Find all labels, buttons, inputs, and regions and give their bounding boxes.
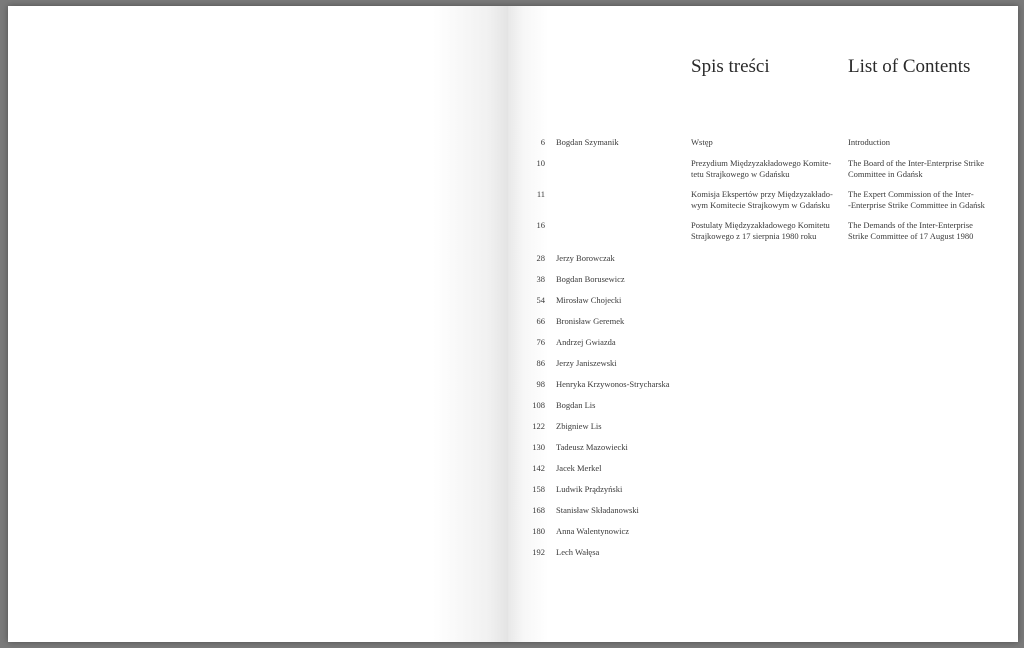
toc-entry: [508, 421, 1018, 442]
toc-page-number: 130: [532, 442, 545, 452]
toc-page-number: 192: [532, 547, 545, 557]
toc-author: Andrzej Gwiazda: [556, 337, 616, 347]
toc-entry: [508, 442, 1018, 463]
toc-page-number: 180: [532, 526, 545, 536]
toc-page-number: 86: [536, 358, 545, 368]
toc-entry: [508, 358, 1018, 379]
toc-title-english: [848, 158, 1008, 179]
toc-entry: [508, 379, 1018, 400]
toc-title-polish-line: Wstęp: [691, 137, 713, 147]
toc-author: Zbigniew Lis: [556, 421, 602, 431]
contents-heading-english: List of Contents: [848, 56, 971, 77]
toc-title-polish-line: Prezydium Międzyzakładowego Komite-: [691, 158, 832, 168]
toc-author: Bogdan Lis: [556, 400, 596, 410]
toc-page-number: 10: [536, 158, 545, 168]
toc-author: Anna Walentynowicz: [556, 526, 630, 536]
toc-title-english-line: The Expert Commission of the Inter-: [848, 189, 974, 199]
book-spread: [8, 6, 1018, 642]
toc-entry: [508, 189, 1018, 220]
toc-page-number: 158: [532, 484, 545, 494]
toc-author: Jacek Merkel: [556, 463, 602, 473]
toc-entry: [508, 253, 1018, 274]
toc-title-english-line: The Board of the Inter-Enterprise Strike: [848, 158, 985, 168]
toc-title-polish-line: Komisja Ekspertów przy Międzyzakłado-: [691, 189, 833, 199]
contents-heading-polish: Spis treści: [691, 56, 770, 77]
toc-entry: [508, 137, 1018, 158]
toc-author: Lech Wałęsa: [556, 547, 600, 557]
toc-page-number: 76: [536, 337, 545, 347]
toc-title-polish: [691, 137, 841, 148]
toc-author: Jerzy Borowczak: [556, 253, 615, 263]
toc-entry: [508, 400, 1018, 421]
toc-entry: [508, 505, 1018, 526]
toc-author: Henryka Krzywonos-Strycharska: [556, 379, 670, 389]
toc-author: Bronisław Geremek: [556, 316, 625, 326]
toc-title-english-line: -Enterprise Strike Committee in Gdańsk: [848, 199, 985, 210]
toc-title-english-line: The Demands of the Inter-Enterprise: [848, 220, 973, 230]
toc-page-number: 98: [536, 379, 545, 389]
toc-page-number: 142: [532, 463, 545, 473]
toc-author: Bogdan Borusewicz: [556, 274, 625, 284]
toc-page-number: 54: [536, 295, 545, 305]
toc-title-english: [848, 220, 1008, 241]
toc-author: Tadeusz Mazowiecki: [556, 442, 628, 452]
toc-author: Mirosław Chojecki: [556, 295, 622, 305]
toc-title-polish-line: Strajkowego z 17 sierpnia 1980 roku: [691, 230, 817, 241]
toc-page-number: 6: [540, 137, 545, 147]
toc-title-polish: [691, 189, 841, 210]
toc-page-number: 38: [536, 274, 545, 284]
toc-entry: [508, 220, 1018, 253]
toc-author: Ludwik Prądzyński: [556, 484, 623, 494]
toc-title-english-line: Introduction: [848, 137, 891, 147]
table-of-contents: [508, 137, 1018, 568]
toc-page-number: 66: [536, 316, 545, 326]
toc-title-polish-line: wym Komitecie Strajkowym w Gdańsku: [691, 199, 830, 210]
toc-entry: [508, 295, 1018, 316]
toc-page-number: 16: [536, 220, 545, 230]
toc-entry: [508, 337, 1018, 358]
toc-page-number: 28: [536, 253, 545, 263]
toc-title-english-line: Strike Committee of 17 August 1980: [848, 230, 974, 241]
left-page-blank: [8, 6, 508, 642]
toc-page-number: 168: [532, 505, 545, 515]
toc-title-english-line: Committee in Gdańsk: [848, 168, 923, 179]
toc-entry: [508, 274, 1018, 295]
toc-page-number: 11: [536, 189, 545, 199]
toc-entry: [508, 158, 1018, 189]
toc-author: Jerzy Janiszewski: [556, 358, 617, 368]
toc-author: Stanisław Składanowski: [556, 505, 639, 515]
toc-title-polish: [691, 220, 841, 241]
toc-entry: [508, 526, 1018, 547]
toc-entry: [508, 463, 1018, 484]
toc-entry: [508, 547, 1018, 568]
toc-page-number: 108: [532, 400, 545, 410]
toc-page-number: 122: [532, 421, 545, 431]
toc-title-english: [848, 137, 1008, 148]
toc-title-polish-line: Postulaty Międzyzakładowego Komitetu: [691, 220, 830, 230]
right-page-contents: [508, 6, 1018, 642]
toc-title-polish: [691, 158, 841, 179]
toc-entry: [508, 316, 1018, 337]
toc-author: Bogdan Szymanik: [556, 137, 619, 147]
toc-entry: [508, 484, 1018, 505]
toc-title-polish-line: tetu Strajkowego w Gdańsku: [691, 168, 790, 179]
toc-title-english: [848, 189, 1008, 210]
